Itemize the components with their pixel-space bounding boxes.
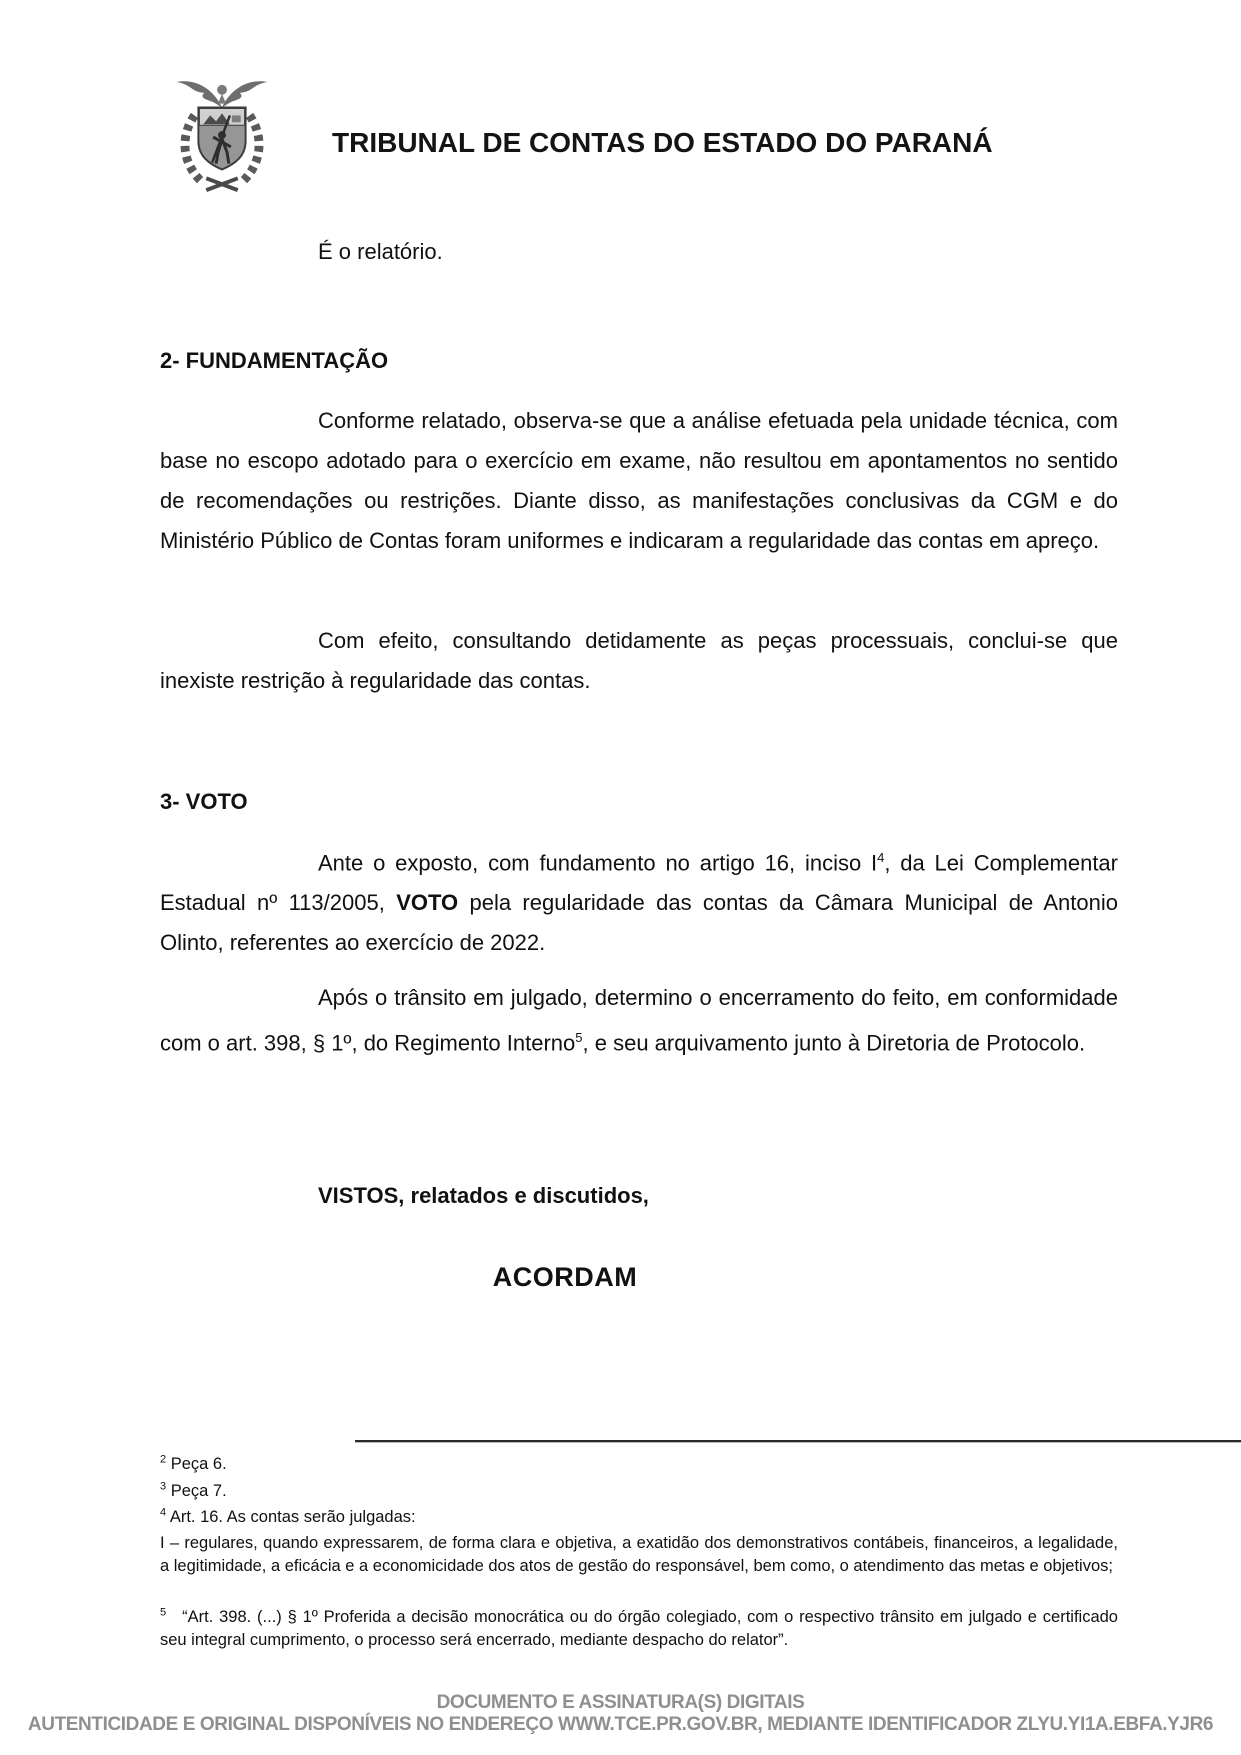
parana-coat-of-arms-icon (163, 72, 281, 206)
footnote-item (160, 1606, 1118, 1651)
section-3-heading: 3- VOTO (160, 789, 248, 814)
voto-p1-text: , da Lei Complementar Estadual nº 113/2005, (160, 850, 1118, 916)
footnote-text: Art. 16. As contas serão julgadas: (169, 1508, 416, 1526)
footnote-marker: 2 (160, 1453, 167, 1466)
acordam-heading: ACORDAM (492, 1262, 638, 1292)
footnote-marker: 4 (160, 1506, 167, 1519)
voto-p1-text: Ante o exposto, com fundamento no artigo 16, inciso I (318, 850, 878, 876)
footnote-item (160, 1453, 1118, 1476)
footer-line-2: AUTENTICIDADE E ORIGINAL DISPONÍVEIS NO ENDEREÇO WWW.TCE.PR.GOV.BR, MEDIANTE IDENTIFICADOR ZLYU.YI1A.EBFA.YJR6 (27, 1714, 1214, 1735)
footnote-marker: 3 (160, 1480, 167, 1493)
footnote-text: Peça 7. (170, 1482, 227, 1500)
footnote-ref-5: 5 (575, 1030, 583, 1045)
footnote-text: I – regulares, quando expressarem, de forma clara e objetiva, a exatidão dos demonstrativos contábeis, financeiros, a legalidade, a legitimidade, a eficácia e a economicidade dos atos de gestão do responsável, bem como, o atendimento das metas e objetivos; (160, 1534, 1118, 1575)
footnote-marker: 5 (160, 1606, 167, 1619)
voto-p2-text: , e seu arquivamento junto à Diretoria de Protocolo. (582, 1030, 1086, 1056)
voto-paragraph-1 (160, 838, 1118, 963)
section-2-heading: 2- FUNDAMENTAÇÃO (160, 348, 389, 373)
footnote-item (160, 1532, 1118, 1577)
footnote-separator (355, 1440, 1241, 1443)
footnote-ref-4: 4 (877, 850, 885, 865)
voto-bold-word: VOTO (396, 890, 459, 916)
document-title: TRIBUNAL DE CONTAS DO ESTADO DO PARANÁ (332, 127, 993, 158)
voto-p1-text: pela regularidade das contas da Câmara Municipal de Antonio Olinto, referentes ao exercício de 2022. (160, 890, 1118, 956)
footnote-item (160, 1506, 1118, 1529)
fundamentacao-paragraph-2: Com efeito, consultando detidamente as peças processuais, conclui-se que inexiste restrição à regularidade das contas. (160, 628, 1118, 693)
footer-line-1: DOCUMENTO E ASSINATURA(S) DIGITAIS (436, 1692, 805, 1713)
fundamentacao-paragraph-1: Conforme relatado, observa-se que a análise efetuada pela unidade técnica, com base no escopo adotado para o exercício em exame, não resultou em apontamentos no sentido de recomendações ou restrições. Diante disso, as manifestações conclusivas da CGM e do Ministério Público de Contas foram uniformes e indicaram a regularidade das contas em apreço. (160, 408, 1118, 553)
voto-paragraph-2 (160, 978, 1118, 1063)
intro-paragraph: É o relatório. (318, 239, 443, 264)
footnote-item (160, 1480, 1118, 1503)
acordam-wrap (160, 1257, 970, 1297)
voto-p2-text: Após o trânsito em julgado, determino o encerramento do feito, em conformidade com o art. 398, § 1º, do Regimento Interno (160, 985, 1118, 1056)
footnote-text: “Art. 398. (...) § 1º Proferida a decisão monocrática ou do órgão colegiado, com o respectivo trânsito em julgado e certificado seu integral cumprimento, o processo será encerrado, mediante despacho do relator”. (160, 1608, 1118, 1649)
vistos-line: VISTOS, relatados e discutidos, (318, 1183, 649, 1208)
footnote-text: Peça 6. (170, 1455, 227, 1473)
